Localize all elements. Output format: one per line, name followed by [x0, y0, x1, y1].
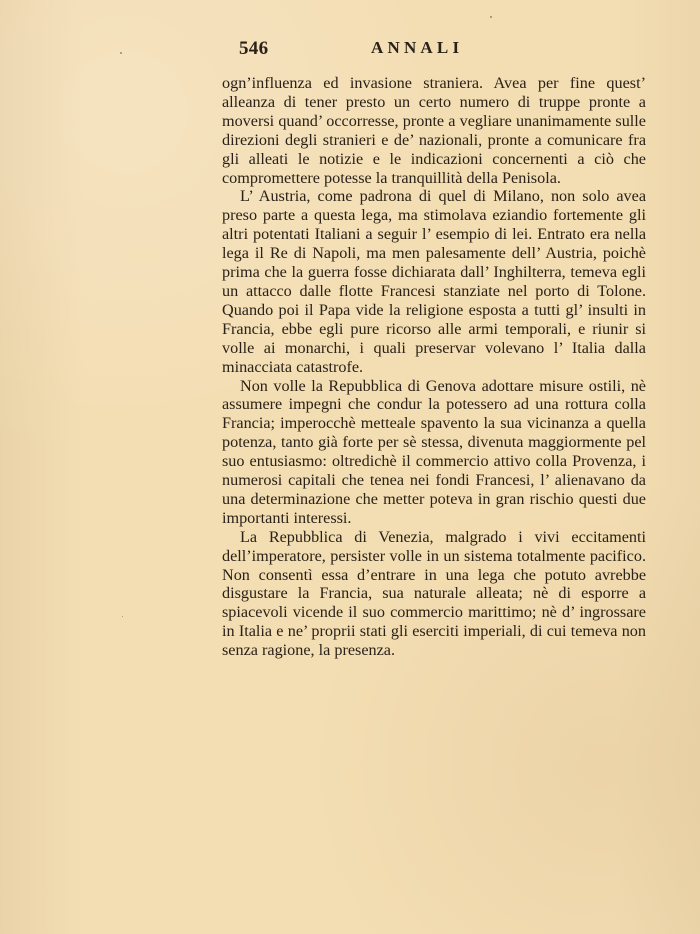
book-text-block: [222, 74, 646, 660]
paper-speck: [120, 52, 122, 54]
page-header: [0, 38, 700, 62]
paper-speck: [490, 16, 492, 18]
running-title: ANNALI: [371, 38, 464, 57]
paragraph-1: ogn’influenza ed invasione straniera. Avea per fine quest’ alleanza di tener presto un certo numero di truppe pronte a moversi quand’ occorresse, pronte a vegliare unanimamente sulle direzioni degli stranieri e de’ nazionali, pronte a comunicare fra gli alleati le notizie e le indicazioni concernenti a ciò che compromettere potesse la tranquillità della Penisola.: [222, 74, 646, 187]
page-number: 546: [239, 38, 269, 59]
paper-speck: [122, 616, 123, 617]
paragraph-2: L’ Austria, come padrona di quel di Milano, non solo avea preso parte a questa lega, ma stimolava eziandio fortemente gli altri potentati Italiani a seguir l’ esempio di lei. Entrato era nella lega il Re di Napoli, ma men palesamente dell’ Austria, poichè prima che la guerra fosse dichiarata dall’ Inghilterra, temeva egli un attacco dalle flotte Francesi stanziate nel porto di Tolone. Quando poi il Papa vide la religione esposta a tutti gl’ insulti in Francia, ebbe egli pure ricorso alle armi temporali, e riunir si volle ai monarchi, i quali preservar volevano l’ Italia dalla minacciata catastrofe.: [222, 187, 646, 376]
paragraph-4: La Repubblica di Venezia, malgrado i vivi eccitamenti dell’imperatore, persister volle in un sistema totalmente pacifico. Non consentì essa d’entrare in una lega che potuto avrebbe disgustare la Francia, sua naturale alleata; nè di esporre a spiacevoli vicende il suo commercio marittimo; nè d’ ingrossare in Italia e ne’ proprii stati gli eserciti imperiali, di cui temeva non senza ragione, la presenza.: [222, 527, 646, 660]
paragraph-3: Non volle la Repubblica di Genova adottare misure ostili, nè assumere impegni che condur la potessero ad una rottura colla Francia; imperocchè metteale spavento la sua vicinanza a quella potenza, tanto già forte per sè stessa, divenuta maggiormente pel suo entusiasmo: oltredichè il commercio attivo colla Provenza, i numerosi capitali che tenea nei fondi Francesi, l’ alienavano da una determinazione che metter poteva in gran rischio questi due importanti interessi.: [222, 376, 646, 527]
